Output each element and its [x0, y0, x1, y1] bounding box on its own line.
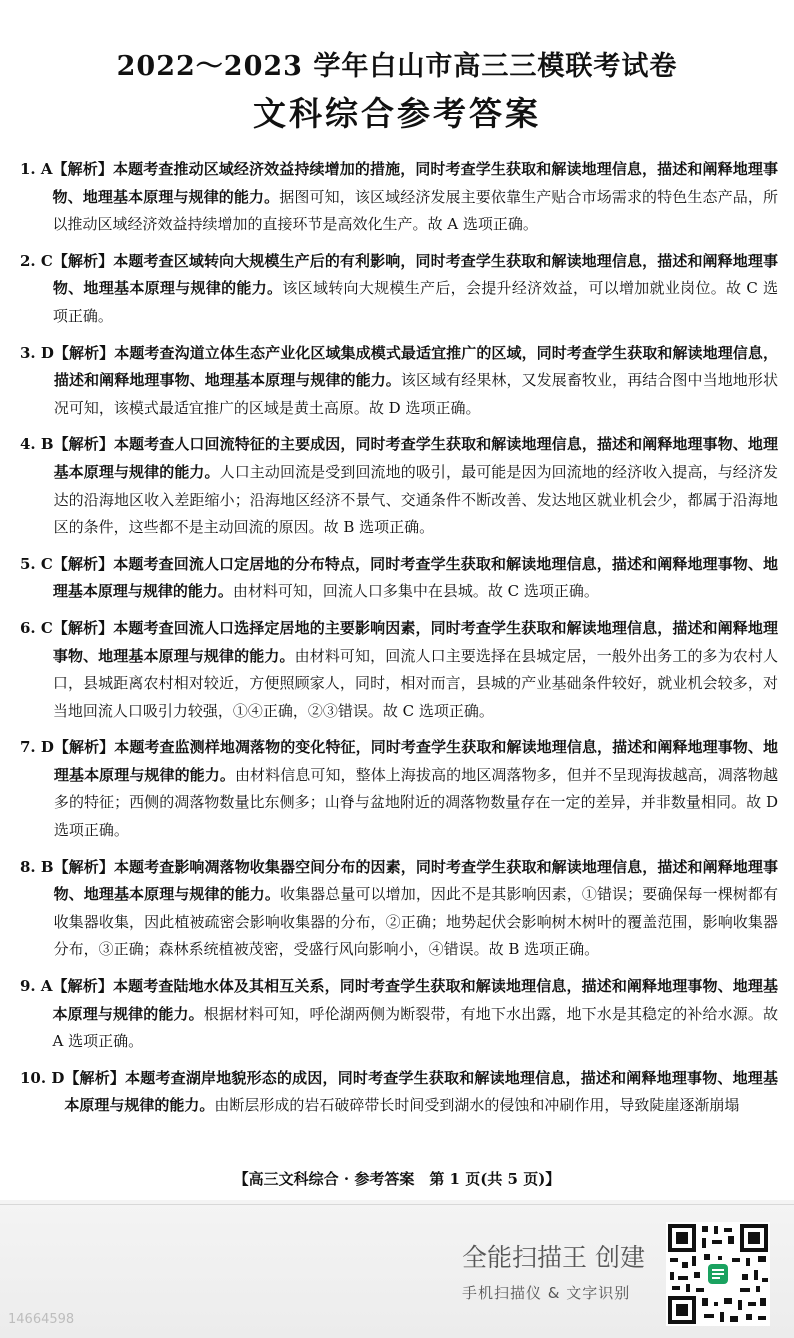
answer-item — [20, 340, 778, 423]
analysis-lead: 本题考查推动区域经济效益持续增加的措施，同时考查学生获取和解读地理信息，描述和阐释地理事物、地理基本原理与规律的能力。 — [52, 160, 778, 206]
qr-code-icon[interactable] — [666, 1222, 770, 1326]
analysis-tag: 【解析】 — [64, 1068, 126, 1087]
analysis-tag: 【解析】 — [53, 857, 114, 876]
analysis-lead: 本题考查回流人口选择定居地的主要影响因素，同时考查学生获取和解读地理信息，描述和阐释地理事物、地理基本原理与规律的能力。 — [52, 618, 778, 665]
analysis-tag: 【解析】 — [52, 618, 114, 637]
answer-text — [54, 734, 778, 844]
analysis-body: 由材料信息可知，整体上海拔高的地区凋落物多，但并不呈现海拔越高，凋落物越多的特征；西侧的凋落物数量比东侧多；山脊与盆地附近的凋落物数量存在一定的差异，并非数量相同。故 D 选项正确。 — [53, 765, 778, 840]
answer-text — [53, 248, 778, 331]
analysis-body: 根据材料可知，呼伦湖两侧为断裂带，有地下水出露，地下水是其稳定的补给水源。故 A 选项正确。 — [52, 1004, 778, 1051]
divider — [0, 1204, 794, 1205]
answer-item — [20, 1065, 778, 1120]
analysis-lead: 本题考查区域转向大规模生产后的有利影响，同时考查学生获取和解读地理信息，描述和阐释地理事物、地理基本原理与规律的能力。 — [52, 251, 778, 298]
document-id: 14664598 — [8, 1312, 75, 1327]
answer-item — [20, 973, 778, 1056]
answer-number: 8. B — [20, 857, 54, 876]
analysis-lead: 本题考查沟道立体生态产业化区域集成模式最适宜推广的区域，同时考查学生获取和解读地理信息，描述和阐释地理事物、地理基本原理与规律的能力。 — [53, 343, 778, 390]
analysis-lead: 本题考查人口回流特征的主要成因，同时考查学生获取和解读地理信息，描述和阐释地理事物、地理基本原理与规律的能力。 — [53, 435, 778, 481]
answer-list — [20, 156, 778, 1129]
answer-item — [20, 551, 778, 606]
answer-number: 3. D — [20, 343, 54, 362]
answer-item — [20, 734, 778, 844]
answer-text — [53, 615, 778, 725]
answer-text — [64, 1065, 778, 1120]
analysis-body: 收集器总量可以增加，因此不是其影响因素，①错误；要确保每一棵树都有收集器收集，因此植被疏密会影响收集器的分布，②正确；地势起伏会影响树木树叶的覆盖范围，影响收集器分布，③正确；森林系统植被茂密，受盛行风向影响小，④错误。故 B 选项正确。 — [53, 885, 778, 959]
answer-text — [53, 973, 778, 1056]
answer-item — [20, 431, 778, 541]
scanner-tagline: 手机扫描仪 & 文字识别 — [462, 1284, 631, 1302]
answer-text — [54, 854, 778, 964]
analysis-body: 由材料可知，回流人口主要选择在县城定居，一般外出务工的多为农村人口，县城距离农村相对较近，方便照顾家人，同时，相对而言，县城的产业基础条件较好，就业机会较多，对当地回流人口吸引力较强，①④正确，②③错误。故 C 选项正确。 — [52, 646, 778, 720]
scanner-brand: 全能扫描王 创建 — [462, 1243, 645, 1272]
answer-number: 10. D — [20, 1068, 65, 1087]
answer-text — [53, 156, 778, 239]
analysis-body: 该区域转向大规模生产后，会提升经济效益，可以增加就业岗位。故 C 选项正确。 — [52, 279, 778, 325]
analysis-lead: 本题考查监测样地凋落物的变化特征，同时考查学生获取和解读地理信息，描述和阐释地理事物、地理基本原理与规律的能力。 — [53, 738, 778, 784]
answer-number: 9. A — [20, 977, 53, 996]
answer-number: 7. D — [20, 738, 54, 757]
answer-number: 6. C — [20, 618, 53, 637]
analysis-lead: 本题考查陆地水体及其相互关系，同时考查学生获取和解读地理信息，描述和阐释地理事物、地理基本原理与规律的能力。 — [52, 977, 778, 1023]
analysis-tag: 【解析】 — [53, 343, 115, 362]
analysis-lead: 本题考查影响凋落物收集器空间分布的因素，同时考查学生获取和解读地理信息，描述和阐释地理事物、地理基本原理与规律的能力。 — [53, 857, 778, 904]
page-footer: 【高三文科综合 · 参考答案 第 1 页(共 5 页)】 — [233, 1170, 561, 1188]
answer-text — [53, 551, 778, 606]
analysis-lead: 本题考查湖岸地貌形态的成因，同时考查学生获取和解读地理信息，描述和阐释地理事物、地理基本原理与规律的能力。 — [64, 1068, 778, 1115]
answer-number: 5. C — [20, 554, 53, 573]
analysis-tag: 【解析】 — [53, 435, 114, 454]
answer-text — [54, 431, 778, 541]
answer-key-title: 文科综合参考答案 — [253, 94, 541, 133]
answer-item — [20, 156, 778, 239]
analysis-tag: 【解析】 — [52, 160, 113, 178]
answer-item — [20, 854, 778, 964]
exam-title: 2022～2023 学年白山市高三三模联考试卷 — [116, 51, 678, 82]
answer-number: 1. A — [20, 160, 53, 178]
analysis-tag: 【解析】 — [53, 738, 115, 757]
analysis-lead: 本题考查回流人口定居地的分布特点，同时考查学生获取和解读地理信息，描述和阐释地理事物、地理基本原理与规律的能力。 — [52, 554, 778, 601]
analysis-tag: 【解析】 — [52, 977, 113, 996]
answer-item — [20, 248, 778, 331]
analysis-body: 该区域有经果林，又发展畜牧业，再结合图中当地地形状况可知，该模式最适宜推广的区域是黄土高原。故 D 选项正确。 — [53, 371, 778, 417]
analysis-body: 人口主动回流是受到回流地的吸引，最可能是因为回流地的经济收入提高，与经济发达的沿海地区收入差距缩小；沿海地区经济不景气、交通条件不断改善、发达地区就业机会少，都属于沿海地区的条件，这些都不是主动回流的原因。故 B 选项正确。 — [53, 462, 778, 537]
answer-item — [20, 615, 778, 725]
answer-number: 4. B — [20, 435, 54, 454]
analysis-body: 由材料可知，回流人口多集中在县城。故 C 选项正确。 — [232, 582, 599, 601]
answer-text — [54, 340, 778, 423]
analysis-tag: 【解析】 — [52, 251, 114, 270]
analysis-body: 由断层形成的岩石破碎带长时间受到湖水的侵蚀和冲刷作用，导致陡崖逐渐崩塌 — [214, 1096, 740, 1115]
analysis-tag: 【解析】 — [52, 554, 114, 573]
qr-code-graphic — [666, 1222, 770, 1326]
analysis-body: 据图可知，该区域经济发展主要依靠生产贴合市场需求的特色生态产品，所以推动区域经济效益持续增加的直接环节是高效化生产。故 A 选项正确。 — [52, 187, 778, 234]
answer-number: 2. C — [20, 251, 53, 270]
